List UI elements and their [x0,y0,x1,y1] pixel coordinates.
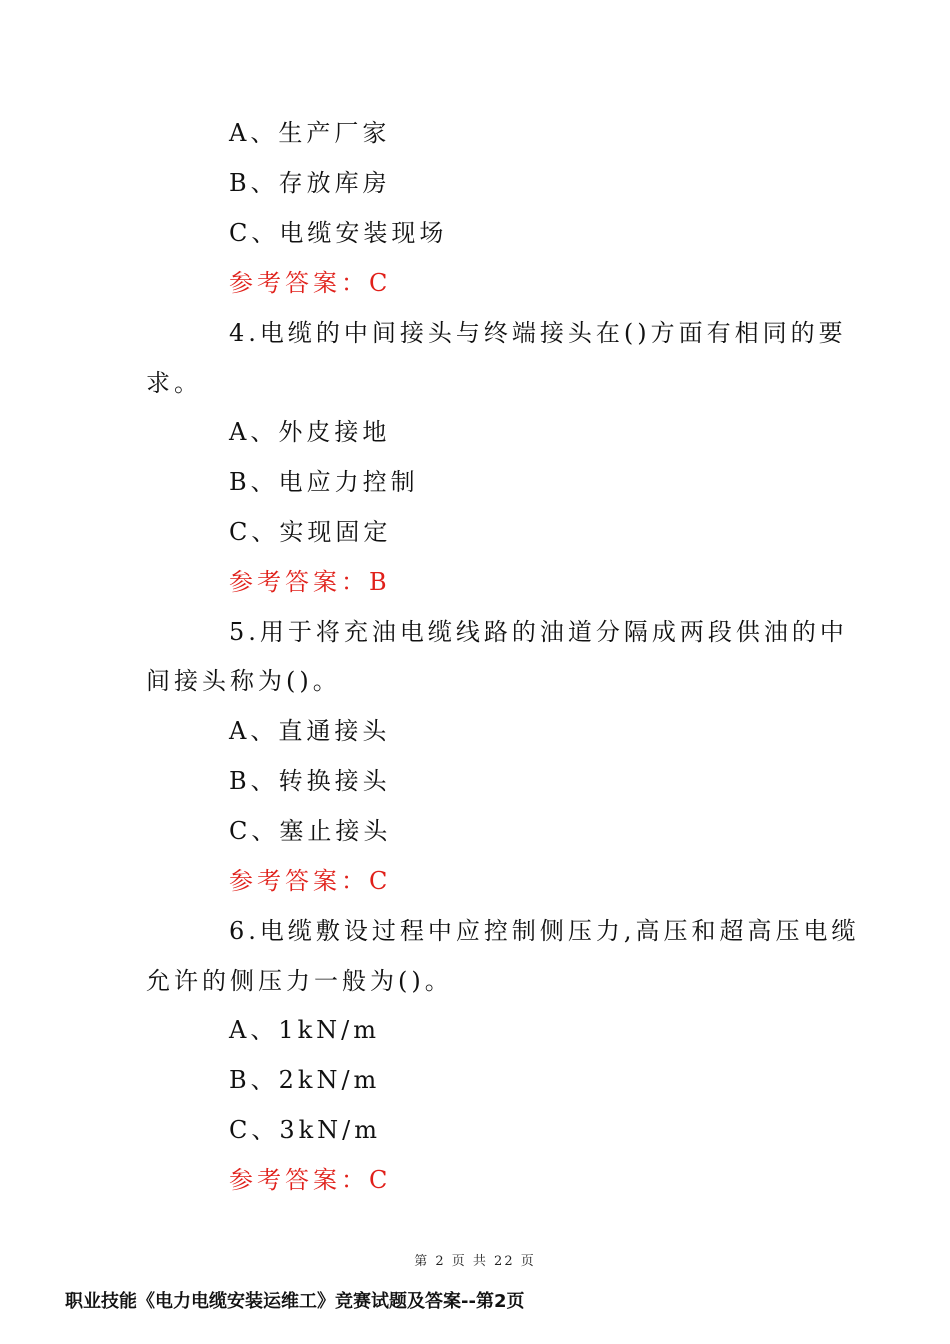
q6-question-line1: 6.电缆敷设过程中应控制侧压力,高压和超高压电缆 [229,917,860,945]
q3-option-a: A、生产厂家 [229,119,391,147]
q5-option-b: B、转换接头 [229,767,391,795]
q5-option-a: A、直通接头 [229,717,391,745]
q5-option-c: C、塞止接头 [229,817,392,845]
q3-option-b: B、存放库房 [229,169,391,197]
q6-answer: 参考答案：C [229,1166,392,1194]
q3-option-c: C、电缆安装现场 [229,219,448,247]
q6-question-line2: 允许的侧压力一般为()。 [146,967,453,995]
q6-option-c: C、3kN/m [229,1116,382,1144]
q5-question-line2: 间接头称为()。 [146,667,341,695]
document-title: 职业技能《电力电缆安装运维工》竞赛试题及答案--第2页 [65,1291,525,1312]
page-number: 第 2 页 共 22 页 [414,1254,536,1269]
q4-answer: 参考答案：B [229,568,391,596]
q4-question-line1: 4.电缆的中间接头与终端接头在()方面有相同的要 [229,319,847,347]
q4-option-c: C、实现固定 [229,518,392,546]
q4-option-a: A、外皮接地 [229,418,391,446]
q6-option-a: A、1kN/m [229,1016,380,1044]
q5-question-line1: 5.用于将充油电缆线路的油道分隔成两段供油的中 [229,618,848,646]
q6-option-b: B、2kN/m [229,1066,381,1094]
q3-answer: 参考答案：C [229,269,392,297]
q4-option-b: B、电应力控制 [229,468,419,496]
q5-answer: 参考答案：C [229,867,392,895]
q4-question-line2: 求。 [146,369,202,397]
